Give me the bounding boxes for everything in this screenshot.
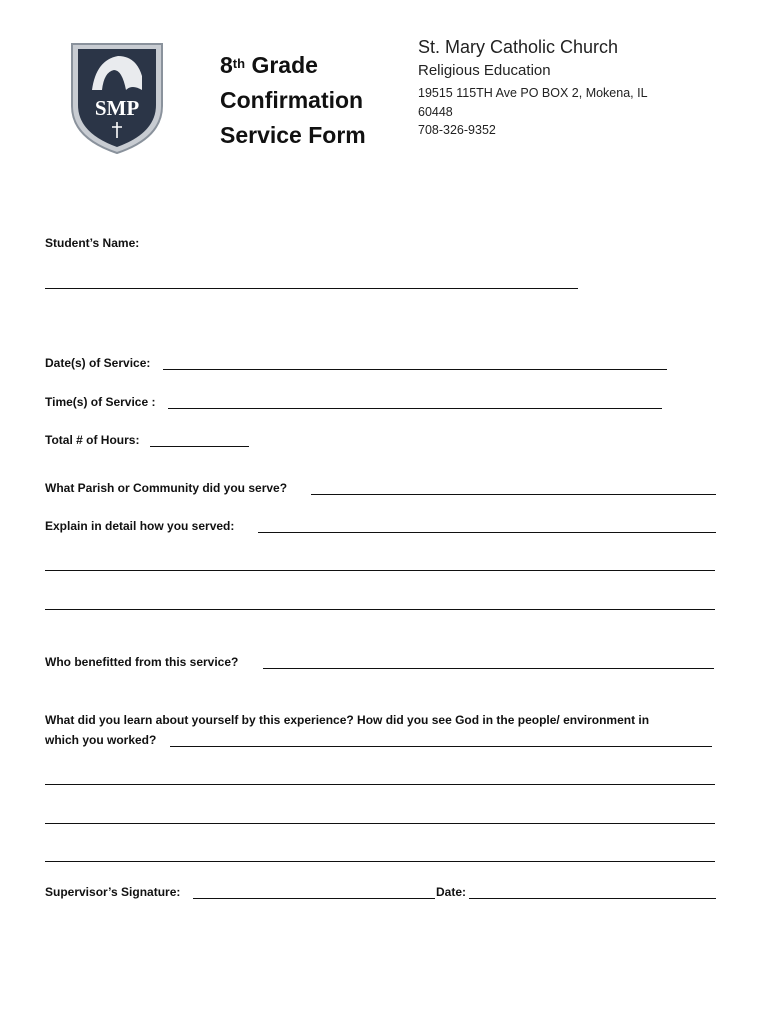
learn-field-line-3[interactable]	[45, 823, 715, 824]
title-grade-word: Grade	[245, 52, 318, 78]
learn-field-line-4[interactable]	[45, 861, 715, 862]
date-field[interactable]	[469, 898, 716, 899]
parish-label: What Parish or Community did you serve?	[45, 481, 288, 495]
learn-label-line-1: What did you learn about yourself by this experience? How did you see God in the people/ environment in	[45, 713, 650, 727]
department-name: Religious Education	[418, 62, 551, 79]
times-field[interactable]	[168, 408, 662, 409]
title-line-2: Confirmation	[220, 87, 364, 113]
church-address: 19515 115TH Ave PO BOX 2, Mokena, IL 60448	[418, 86, 648, 119]
explain-field-line-2[interactable]	[45, 570, 715, 571]
learn-field-line-1[interactable]	[170, 746, 712, 747]
logo-text: SMP	[94, 96, 140, 120]
title-grade-number: 8	[220, 52, 233, 78]
hours-label: Total # of Hours:	[45, 433, 140, 447]
explain-field-line-3[interactable]	[45, 609, 715, 610]
title-line-1	[220, 48, 366, 83]
dates-field[interactable]	[163, 369, 667, 370]
student-name-label: Student’s Name:	[45, 236, 140, 250]
smp-shield-logo	[66, 40, 168, 156]
hours-field[interactable]	[150, 446, 249, 447]
form-title	[220, 48, 366, 153]
church-phone: 708-326-9352	[418, 123, 496, 137]
learn-label-line-2: which you worked?	[45, 733, 157, 747]
learn-field-line-2[interactable]	[45, 784, 715, 785]
signature-field[interactable]	[193, 898, 435, 899]
signature-label: Supervisor’s Signature:	[45, 885, 181, 899]
explain-field-line-1[interactable]	[258, 532, 716, 533]
parish-field[interactable]	[311, 494, 716, 495]
benefitted-field[interactable]	[263, 668, 714, 669]
title-line-3: Service Form	[220, 122, 366, 148]
church-name: St. Mary Catholic Church	[418, 37, 619, 57]
explain-label: Explain in detail how you served:	[45, 519, 235, 533]
title-superscript: th	[232, 56, 246, 71]
times-label: Time(s) of Service :	[45, 395, 156, 409]
benefitted-label: Who benefitted from this service?	[45, 655, 239, 669]
date-label: Date:	[436, 885, 467, 899]
dates-label: Date(s) of Service:	[45, 356, 151, 370]
student-name-field[interactable]	[45, 288, 578, 289]
